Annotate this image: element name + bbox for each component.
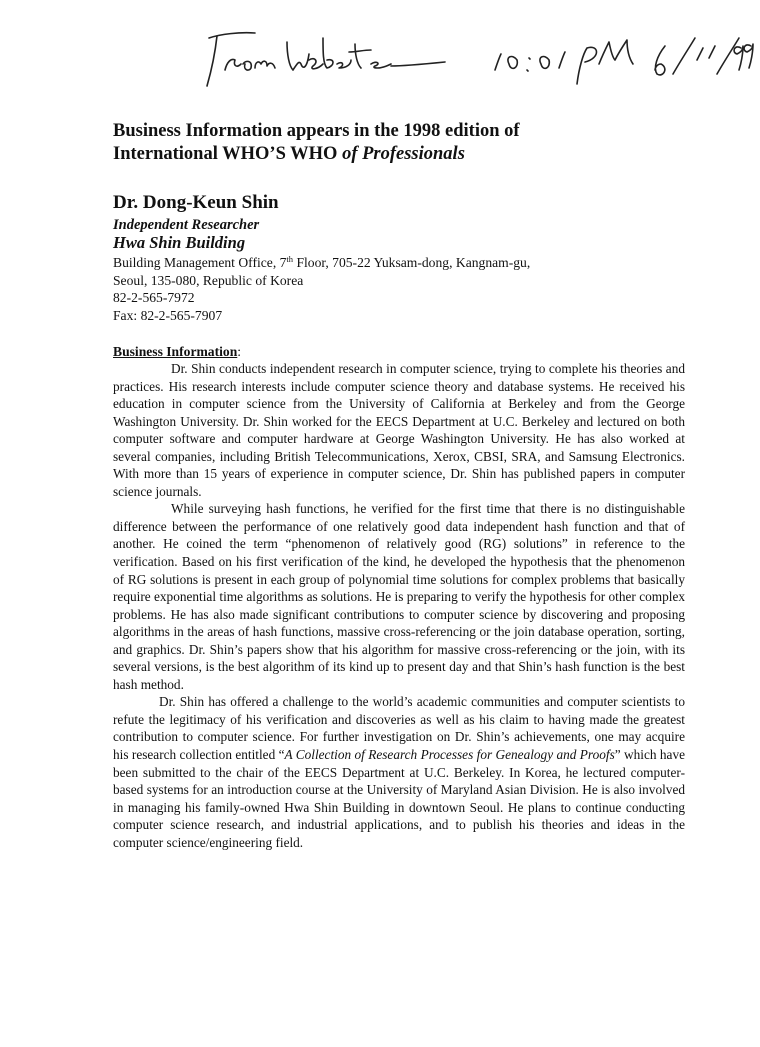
address-part-a: Building Management Office, 7	[113, 255, 287, 270]
page-title	[113, 120, 713, 166]
title-line-2-plain: International WHO’S WHO	[113, 144, 343, 164]
address-line-2: Seoul, 135-080, Republic of Korea	[113, 272, 304, 288]
fax-number: Fax: 82-2-565-7907	[113, 307, 223, 323]
title-line-2-italic: of Professionals	[342, 144, 465, 164]
business-information-body	[113, 360, 685, 851]
section-heading	[113, 343, 241, 360]
section-heading-label: Business Information	[113, 344, 238, 359]
address-part-b: Floor, 705-22 Yuksam-dong, Kangnam-gu,	[293, 255, 531, 270]
paragraph-3	[113, 693, 685, 851]
paragraph-2: While surveying hash functions, he verified for the first time that there is no distinguishable difference between the performance of one relatively good data independent hash function and that of another. He coined the term “phenomenon of relatively good (RG) solutions” in reference to the verification. Based on his first verification of the kind, he developed the hypothesis that the phenomenon of RG solutions is present in each group of polynomial time solutions for complex problems that basically require exponential time algorithms as solutions. He is preparing to verify the hypothesis for other complex problems. He has also made significant contributions to computer science by discovering and proposing algorithms in the areas of hash functions, massive cross-referencing or the join database operation, sorting, and graphics. Dr. Shin’s papers show that his algorithm for massive cross-referencing or the join, with its several versions, is the best algorithm of its kind up to present day and that Shin’s hash function is the best hash method.	[113, 501, 685, 692]
paragraph-1: Dr. Shin conducts independent research in computer science, trying to complete his theories and practices. His research interests include computer science theory and database systems. He received his education in computer science from the University of California at Berkeley and from the George Washington University. Dr. Shin worked for the EECS Department at U.C. Berkeley and lectured on both computer software and computer hardware at George Washington University. He has also worked at several companies, including British Telecommunications, Xerox, CBSI, SRA, and Samsung Electronics. With more than 15 years of experience in computer science, Dr. Shin has published papers in computer science journals.	[113, 361, 685, 499]
address-superscript: th	[286, 254, 294, 264]
section-heading-colon: :	[237, 344, 242, 359]
collection-title: A Collection of Research Processes for Genealogy and Proofs	[284, 747, 615, 763]
address-line-1	[113, 254, 713, 272]
contact-block	[113, 254, 713, 324]
paragraph-3-part-a: Dr. Shin has offered a challenge to the world’s academic communities and computer scientists to refute the legitimacy of his verification and discoveries as well as his claim to having made the greatest contribution to computer science. For further investigation on Dr. Shin’s achievements, one may acquire his research collection entitled “	[113, 694, 685, 763]
handwritten-annotation	[195, 24, 755, 94]
title-line-2	[113, 143, 713, 166]
building-name: Hwa Shin Building	[113, 233, 246, 252]
phone-number: 82-2-565-7972	[113, 290, 195, 306]
handwriting-drawing	[195, 24, 755, 94]
person-role: Independent Researcher	[113, 217, 260, 233]
paragraph-3-part-b: ” which have been submitted to the chair of the EECS Department at U.C. Berkeley. In Korea, he lectured computer-based systems for an introduction course at the University of Maryland Asian Division. He is also involved in managing his family-owned Hwa Shin Building in downtown Seoul. He plans to continue conducting computer science research, and industrial applications, and to publish his theories and ideas in the computer science/engineering field.	[113, 747, 686, 850]
title-line-1: Business Information appears in the 1998 edition of	[113, 121, 520, 141]
person-name: Dr. Dong-Keun Shin	[113, 192, 279, 213]
